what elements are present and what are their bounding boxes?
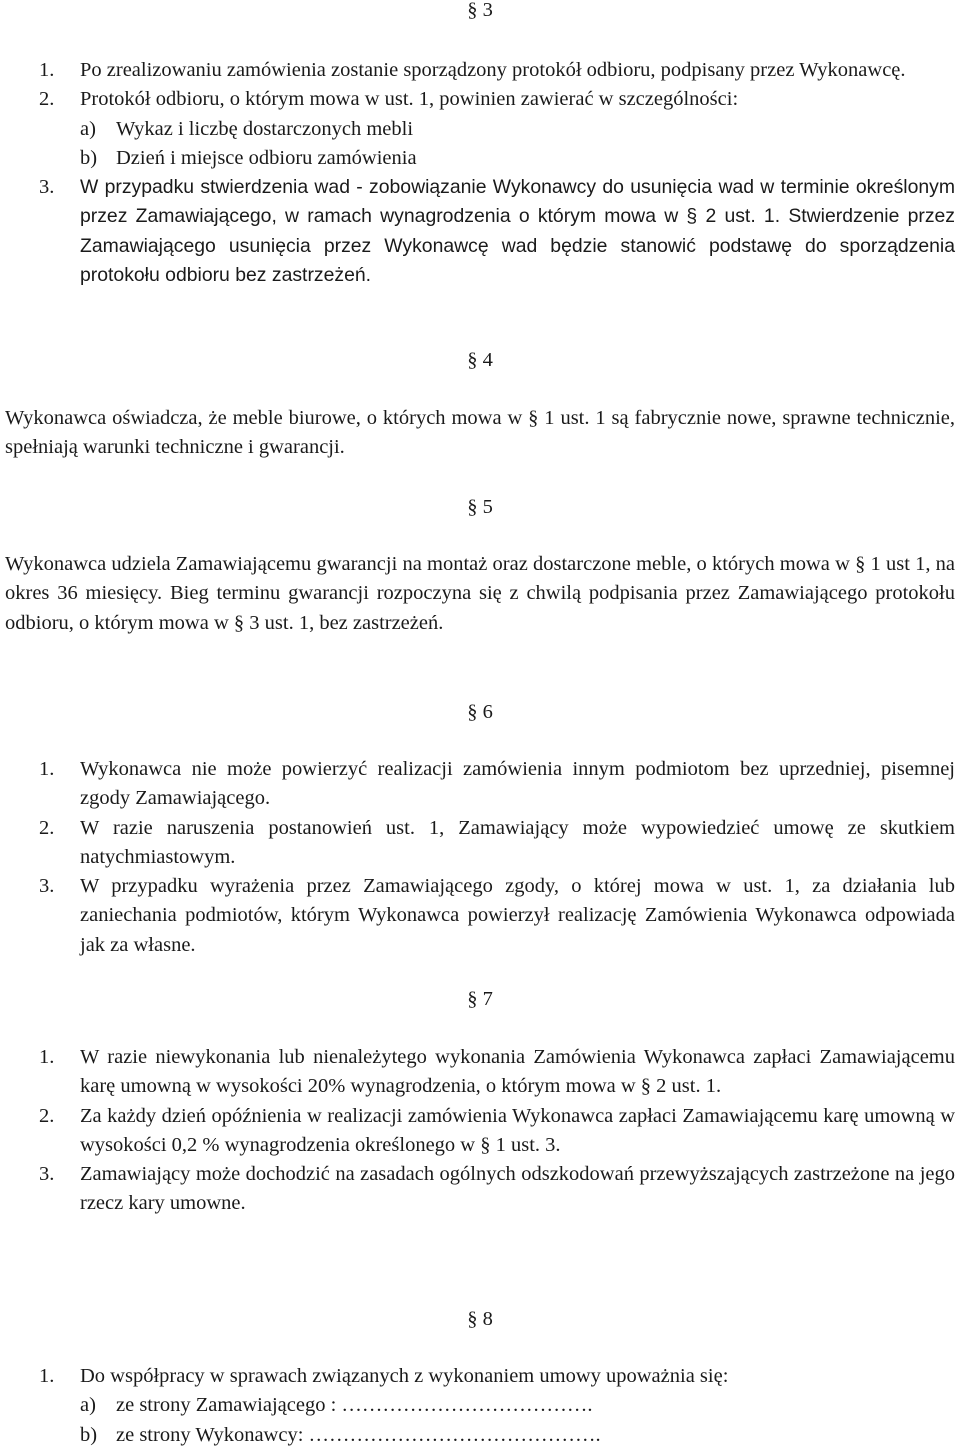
item-letter: b) (80, 1423, 98, 1446)
item-text: Zamawiający może dochodzić na zasadach ogólnych odszkodowań przewyższających zastrzeżone na jego rzecz kary umowne. (80, 1163, 955, 1215)
item-number: 1. (39, 758, 55, 780)
item-number: 3. (39, 875, 55, 898)
section-3-item-1 (0, 56, 960, 85)
section-7-body (0, 1043, 960, 1219)
section-6-body (0, 755, 960, 960)
item-number: 2. (39, 816, 55, 839)
item-number: 3. (39, 176, 55, 199)
item-text: W razie niewykonania lub nienależytego wykonania Zamówienia Wykonawca zapłaci Zamawiającemu karę umowną w wysokości 20% wynagrodzenia, o którym mowa w § 2 ust. 1. (80, 1046, 955, 1098)
section-5-paragraph: Wykonawca udziela Zamawiającemu gwarancji na montaż oraz dostarczone meble, o których mowa w § 1 ust 1, na okres 36 miesięcy. Bieg terminu gwarancji rozpoczyna się z chwilą podpisania przez Zamawiającego protokołu odbioru, o którym mowa w § 3 ust. 1, bez zastrzeżeń. (5, 553, 955, 634)
item-letter: a) (80, 117, 96, 140)
section-8-item-1 (0, 1362, 960, 1391)
item-number: 2. (39, 1104, 55, 1127)
section-3-subitem-a (0, 115, 960, 144)
item-text: ze strony Zamawiającego : ………………………………. (116, 1394, 593, 1417)
section-8-heading: § 8 (467, 1308, 493, 1330)
item-text: Wykonawca nie może powierzyć realizacji zamówienia innym podmiotom bez uprzedniej, pisemnej zgody Zamawiającego. (80, 758, 955, 810)
item-text: W przypadku stwierdzenia wad - zobowiązanie Wykonawcy do usunięcia wad w terminie określonym przez Zamawiającego, w ramach wynagrodzenia o którym mowa w § 2 ust. 1. Stwierdzenie przez Zamawiającego usunięcia przez Wykonawcę wad będzie stanowić podstawę do sporządzenia protokołu odbioru bez zastrzeżeń. (80, 176, 955, 287)
section-3-subitem-b (0, 144, 960, 173)
section-6-item-2 (0, 814, 960, 873)
section-8-subitem-a (0, 1391, 960, 1420)
section-7-heading: § 7 (467, 988, 493, 1010)
item-number: 1. (39, 1365, 55, 1387)
item-text: Dzień i miejsce odbioru zamówienia (116, 146, 417, 169)
section-3-heading: § 3 (467, 0, 493, 21)
section-7-item-2 (0, 1102, 960, 1161)
section-4-paragraph: Wykonawca oświadcza, że meble biurowe, o których mowa w § 1 ust. 1 są fabrycznie nowe, sprawne technicznie, spełniają warunki techniczne i gwarancji. (5, 407, 955, 459)
section-7-item-1 (0, 1043, 960, 1102)
section-3-item-3 (0, 173, 960, 290)
item-letter: a) (80, 1394, 96, 1417)
item-text: Po zrealizowaniu zamówienia zostanie sporządzony protokół odbioru, podpisany przez Wykonawcę. (80, 59, 906, 81)
section-4-heading: § 4 (467, 349, 493, 371)
item-text: Protokół odbioru, o którym mowa w ust. 1, powinien zawierać w szczególności: (80, 88, 739, 111)
item-number: 1. (39, 1046, 55, 1068)
section-6-item-1 (0, 755, 960, 814)
section-3-item-2 (0, 85, 960, 114)
section-4-body (0, 404, 960, 463)
item-number: 2. (39, 88, 55, 111)
item-letter: b) (80, 146, 98, 169)
item-text: W przypadku wyrażenia przez Zamawiającego zgody, o której mowa w ust. 1, za działania lub zaniechania podmiotów, którym Wykonawca powierzył realizację Zamówienia Wykonawca odpowiada jak za własne. (80, 875, 955, 956)
section-6-item-3 (0, 872, 960, 960)
item-text: Do współpracy w sprawach związanych z wykonaniem umowy upoważnia się: (80, 1365, 729, 1387)
section-5-heading: § 5 (467, 496, 493, 518)
item-text: Wykaz i liczbę dostarczonych mebli (116, 117, 414, 140)
item-number: 3. (39, 1163, 55, 1186)
section-8-body (0, 1362, 960, 1450)
section-3-body (0, 56, 960, 290)
item-text: ze strony Wykonawcy: ……………………………………. (116, 1423, 601, 1446)
item-text: W razie naruszenia postanowień ust. 1, Zamawiający może wypowiedzieć umowę ze skutkiem natychmiastowym. (80, 816, 955, 868)
item-text: Za każdy dzień opóźnienia w realizacji zamówienia Wykonawca zapłaci Zamawiającemu karę umowną w wysokości 0,2 % wynagrodzenia określonego w § 1 ust. 3. (80, 1104, 955, 1156)
section-5-body (0, 550, 960, 638)
section-7-item-3 (0, 1160, 960, 1219)
section-8-subitem-b (0, 1421, 960, 1450)
section-6-heading: § 6 (467, 701, 493, 723)
item-number: 1. (39, 59, 55, 81)
